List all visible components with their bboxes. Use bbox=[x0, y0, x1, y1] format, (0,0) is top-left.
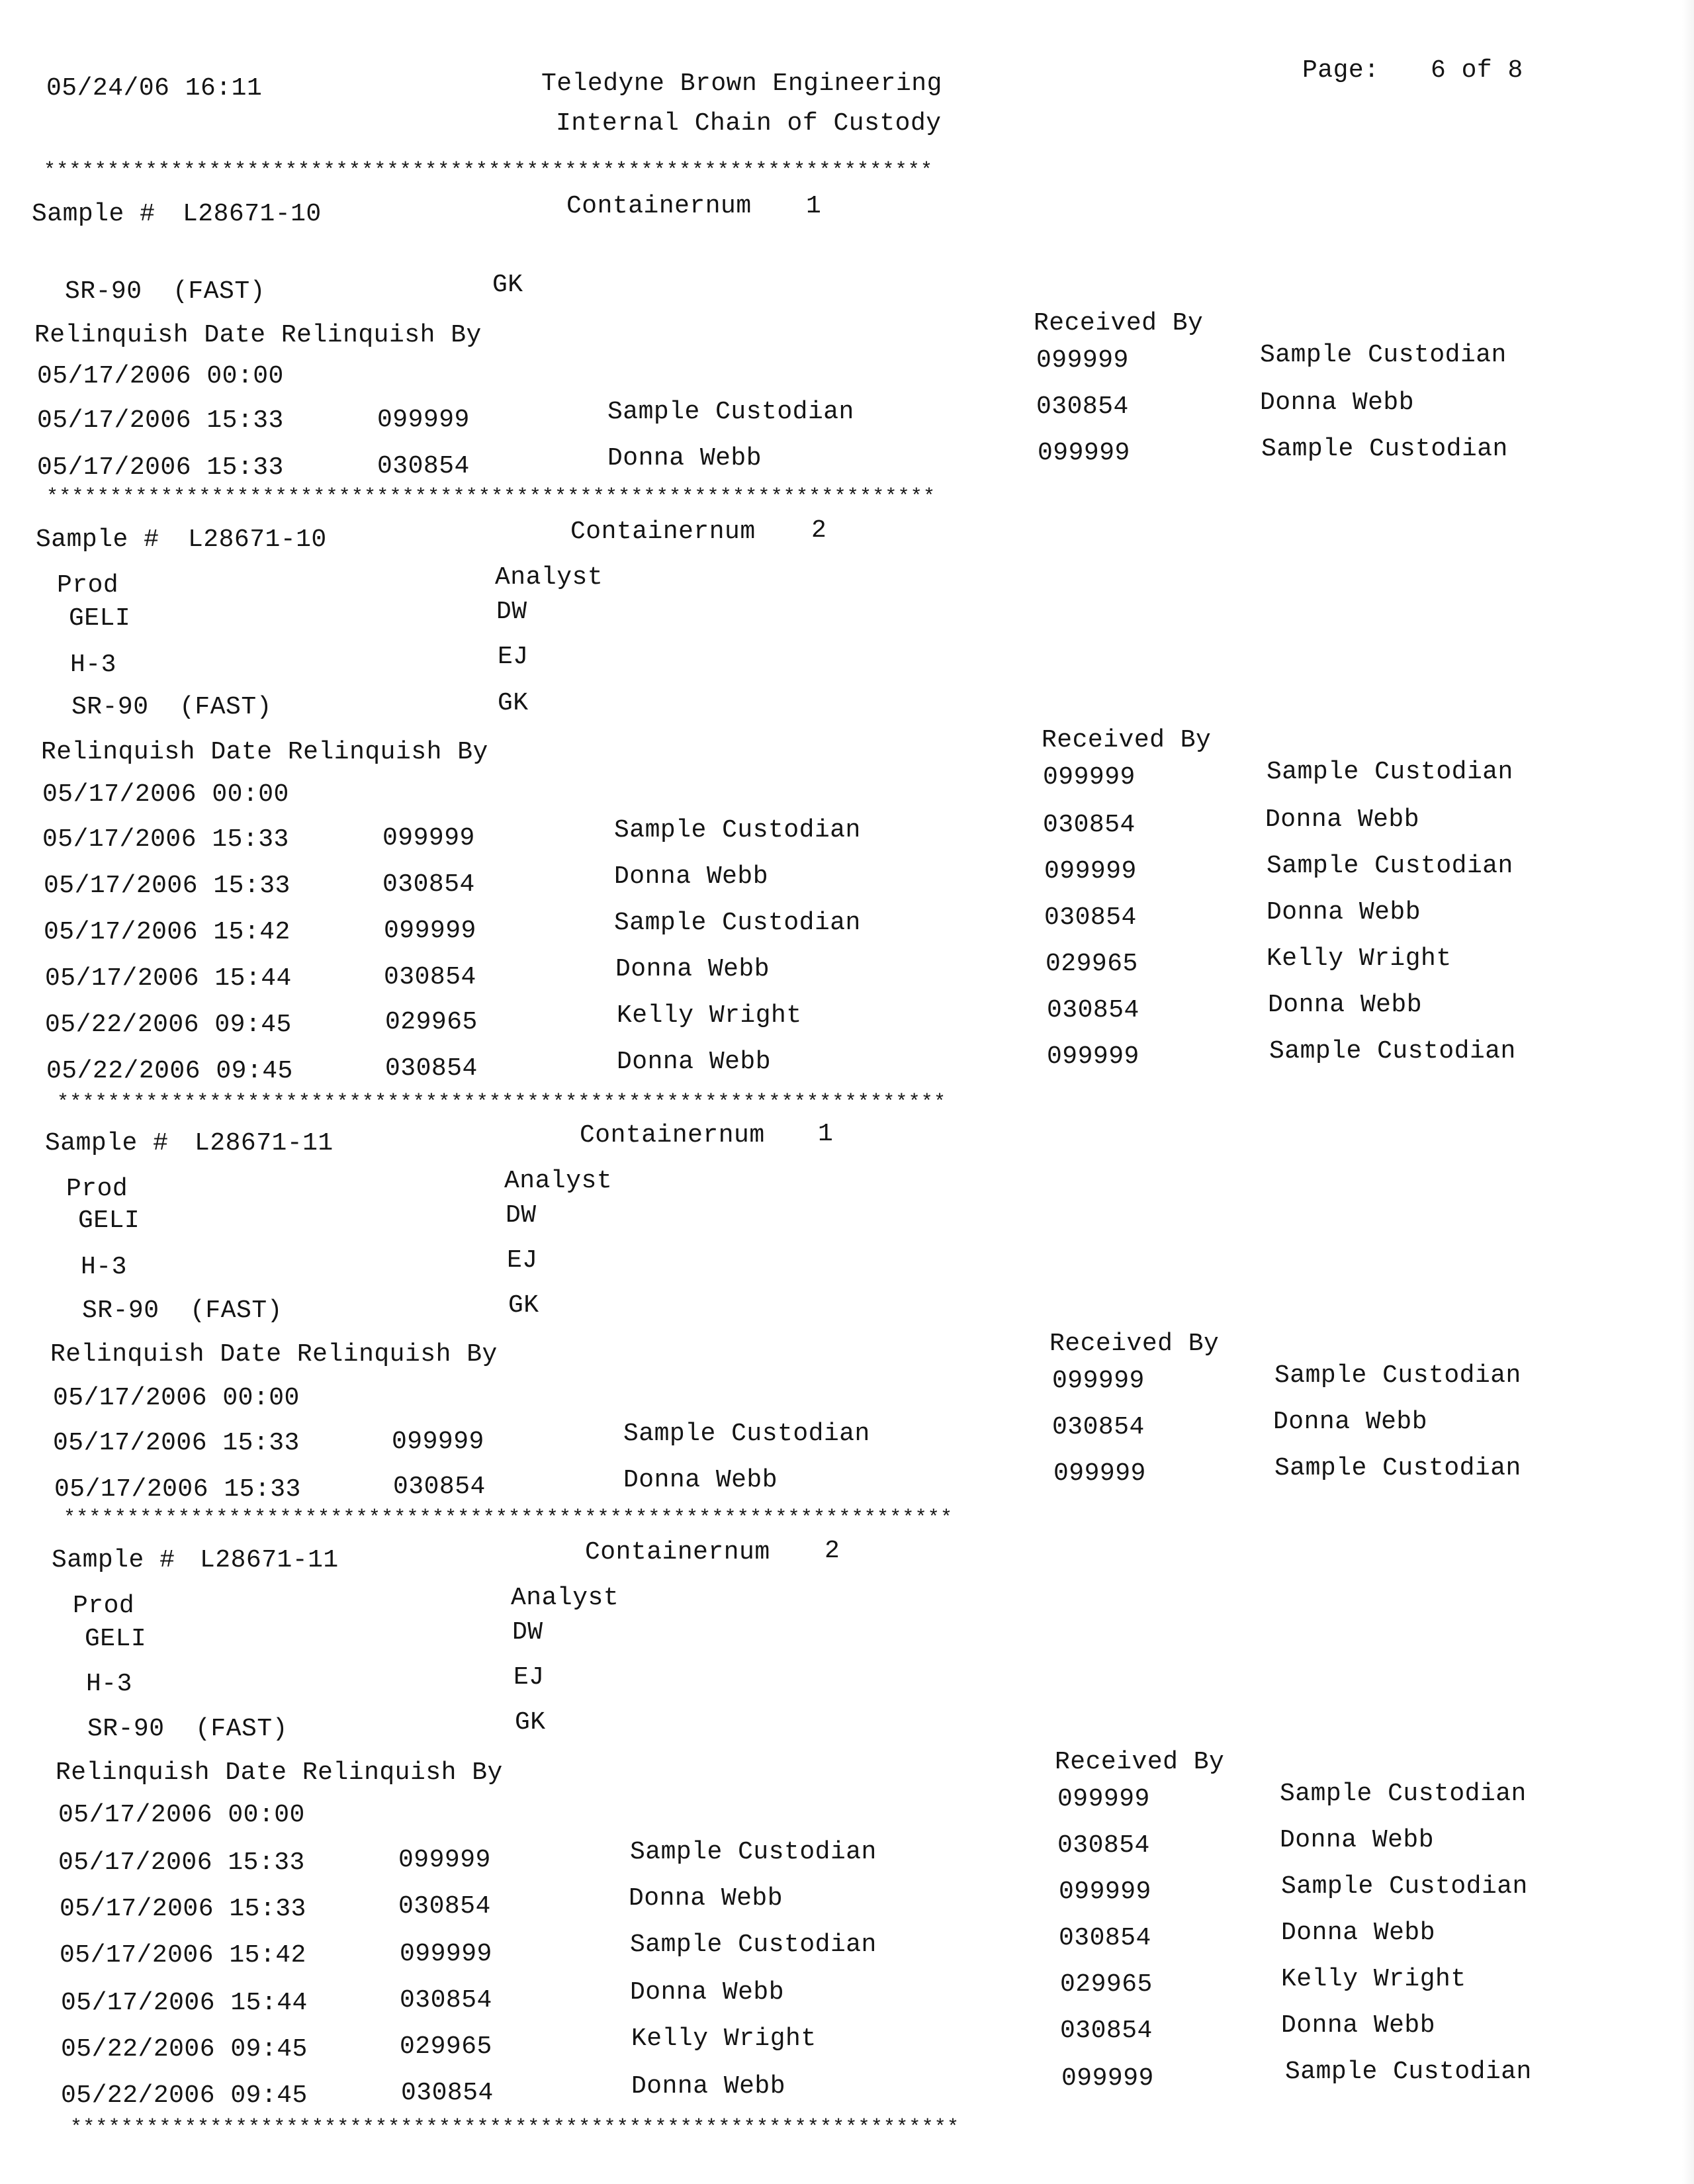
received-name: Donna Webb bbox=[1273, 1408, 1428, 1436]
received-id: 099999 bbox=[1061, 2064, 1154, 2093]
received-name: Sample Custodian bbox=[1285, 2058, 1532, 2086]
sample-id: L28671-11 bbox=[200, 1546, 339, 1574]
received-name: Donna Webb bbox=[1268, 991, 1423, 1019]
relinquish-id: 030854 bbox=[377, 452, 470, 480]
received-name: Sample Custodian bbox=[1281, 1872, 1528, 1901]
relinquish-name: Kelly Wright bbox=[617, 1001, 802, 1030]
prod-name: GELI bbox=[78, 1206, 140, 1235]
analyst-header: Analyst bbox=[504, 1167, 613, 1195]
relinquish-date: 05/17/2006 00:00 bbox=[58, 1801, 305, 1829]
sample-label: Sample # bbox=[32, 200, 156, 228]
sample-id: L28671-10 bbox=[188, 525, 327, 554]
relinquish-id: 030854 bbox=[382, 870, 475, 899]
received-name: Sample Custodian bbox=[1260, 341, 1507, 369]
relinquish-date: 05/22/2006 09:45 bbox=[61, 2035, 308, 2064]
relinquish-header: Relinquish Date Relinquish By bbox=[34, 321, 482, 349]
relinquish-id: 030854 bbox=[384, 963, 476, 991]
received-name: Sample Custodian bbox=[1280, 1780, 1527, 1808]
received-id: 099999 bbox=[1047, 1042, 1139, 1071]
relinquish-name: Sample Custodian bbox=[630, 1838, 877, 1866]
received-name: Donna Webb bbox=[1265, 805, 1420, 834]
prod-name: SR-90 (FAST) bbox=[65, 277, 265, 306]
received-id: 030854 bbox=[1052, 1413, 1145, 1441]
received-id: 099999 bbox=[1044, 857, 1137, 886]
sample-label: Sample # bbox=[52, 1546, 175, 1574]
received-id: 099999 bbox=[1036, 346, 1129, 375]
received-name: Donna Webb bbox=[1267, 898, 1421, 927]
received-by-header: Received By bbox=[1055, 1748, 1225, 1776]
separator-line: ********************************************************************** bbox=[46, 486, 936, 508]
prod-name: SR-90 (FAST) bbox=[87, 1715, 288, 1743]
received-name: Donna Webb bbox=[1281, 1919, 1436, 1947]
relinquish-id: 099999 bbox=[392, 1428, 484, 1456]
relinquish-date: 05/17/2006 15:44 bbox=[45, 964, 292, 993]
container-number: 2 bbox=[825, 1537, 840, 1565]
relinquish-id: 030854 bbox=[401, 2079, 494, 2107]
prod-name: SR-90 (FAST) bbox=[82, 1297, 283, 1325]
analyst-header: Analyst bbox=[495, 563, 603, 592]
prod-analyst: EJ bbox=[513, 1663, 545, 1692]
received-id: 030854 bbox=[1059, 1924, 1151, 1952]
scan-edge-shadow bbox=[1682, 0, 1694, 2184]
relinquish-date: 05/17/2006 15:42 bbox=[60, 1941, 306, 1970]
relinquish-id: 099999 bbox=[382, 824, 475, 852]
sample-id: L28671-10 bbox=[183, 200, 322, 228]
received-id: 099999 bbox=[1038, 439, 1130, 467]
relinquish-name: Donna Webb bbox=[614, 862, 769, 891]
container-label: Containernum bbox=[580, 1121, 765, 1150]
relinquish-id: 030854 bbox=[398, 1892, 491, 1921]
relinquish-name: Donna Webb bbox=[629, 1884, 783, 1913]
company-name: Teledyne Brown Engineering bbox=[541, 69, 942, 98]
prod-analyst: DW bbox=[506, 1201, 537, 1230]
relinquish-name: Donna Webb bbox=[617, 1048, 772, 1076]
prod-header: Prod bbox=[66, 1175, 128, 1203]
analyst-header: Analyst bbox=[511, 1584, 619, 1612]
received-id: 030854 bbox=[1047, 996, 1139, 1024]
received-id: 099999 bbox=[1043, 763, 1136, 792]
prod-analyst: EJ bbox=[507, 1246, 538, 1275]
received-name: Sample Custodian bbox=[1261, 435, 1508, 463]
prod-analyst: EJ bbox=[498, 643, 529, 671]
relinquish-date: 05/17/2006 15:33 bbox=[58, 1848, 305, 1877]
relinquish-id: 029965 bbox=[385, 1008, 478, 1036]
relinquish-date: 05/17/2006 15:33 bbox=[54, 1475, 301, 1504]
container-label: Containernum bbox=[566, 192, 752, 220]
relinquish-date: 05/17/2006 15:44 bbox=[61, 1989, 308, 2017]
received-name: Kelly Wright bbox=[1267, 944, 1452, 973]
relinquish-name: Sample Custodian bbox=[630, 1931, 877, 1959]
relinquish-name: Sample Custodian bbox=[614, 909, 861, 937]
relinquish-date: 05/22/2006 09:45 bbox=[45, 1011, 292, 1039]
container-label: Containernum bbox=[585, 1538, 770, 1567]
received-id: 029965 bbox=[1060, 1970, 1153, 1999]
relinquish-date: 05/22/2006 09:45 bbox=[46, 1057, 293, 1085]
container-number: 1 bbox=[806, 192, 822, 220]
relinquish-name: Donna Webb bbox=[631, 2072, 786, 2101]
prod-name: SR-90 (FAST) bbox=[71, 693, 272, 721]
separator-line: ********************************************************************** bbox=[70, 2116, 960, 2139]
received-name: Sample Custodian bbox=[1269, 1037, 1516, 1066]
received-name: Kelly Wright bbox=[1281, 1965, 1466, 1993]
separator-line: ********************************************************************** bbox=[64, 1507, 954, 1529]
separator-line: ********************************************************************** bbox=[44, 159, 934, 182]
received-name: Donna Webb bbox=[1260, 388, 1415, 417]
received-name: Sample Custodian bbox=[1274, 1361, 1521, 1390]
container-label: Containernum bbox=[570, 518, 756, 546]
relinquish-date: 05/17/2006 00:00 bbox=[37, 362, 284, 390]
received-by-header: Received By bbox=[1034, 309, 1204, 338]
relinquish-name: Sample Custodian bbox=[607, 398, 854, 426]
relinquish-date: 05/17/2006 15:33 bbox=[44, 872, 290, 900]
relinquish-date: 05/17/2006 00:00 bbox=[42, 780, 289, 809]
received-name: Sample Custodian bbox=[1267, 852, 1513, 880]
received-id: 099999 bbox=[1057, 1785, 1150, 1813]
relinquish-id: 099999 bbox=[400, 1940, 492, 1968]
prod-header: Prod bbox=[57, 571, 119, 600]
relinquish-name: Donna Webb bbox=[607, 444, 762, 473]
report-datetime: 05/24/06 16:11 bbox=[46, 74, 263, 103]
relinquish-name: Kelly Wright bbox=[631, 2025, 817, 2053]
relinquish-header: Relinquish Date Relinquish By bbox=[50, 1340, 498, 1369]
container-number: 2 bbox=[811, 516, 827, 545]
prod-analyst: GK bbox=[515, 1708, 546, 1737]
prod-name: GELI bbox=[69, 604, 131, 633]
received-id: 030854 bbox=[1044, 903, 1137, 932]
prod-name: H-3 bbox=[81, 1253, 127, 1281]
received-id: 099999 bbox=[1059, 1878, 1151, 1906]
relinquish-date: 05/17/2006 15:42 bbox=[44, 918, 290, 946]
prod-name: H-3 bbox=[86, 1670, 132, 1698]
received-id: 029965 bbox=[1046, 950, 1138, 978]
received-id: 030854 bbox=[1043, 811, 1136, 839]
relinquish-name: Donna Webb bbox=[623, 1466, 778, 1494]
prod-header: Prod bbox=[73, 1592, 135, 1620]
received-id: 030854 bbox=[1060, 2017, 1153, 2045]
relinquish-date: 05/17/2006 15:33 bbox=[60, 1895, 306, 1923]
relinquish-id: 099999 bbox=[384, 917, 476, 945]
relinquish-name: Sample Custodian bbox=[623, 1420, 870, 1448]
container-number: 1 bbox=[818, 1120, 834, 1148]
received-id: 099999 bbox=[1053, 1459, 1146, 1488]
page-number: 6 of 8 bbox=[1431, 56, 1523, 85]
prod-analyst: GK bbox=[508, 1291, 539, 1320]
sample-label: Sample # bbox=[45, 1129, 169, 1158]
relinquish-header: Relinquish Date Relinquish By bbox=[41, 738, 488, 766]
received-by-header: Received By bbox=[1042, 726, 1212, 754]
received-id: 099999 bbox=[1052, 1367, 1145, 1395]
relinquish-date: 05/17/2006 15:33 bbox=[37, 453, 284, 482]
received-id: 030854 bbox=[1057, 1831, 1150, 1860]
prod-analyst: GK bbox=[492, 271, 523, 299]
relinquish-date: 05/22/2006 09:45 bbox=[61, 2081, 308, 2110]
prod-analyst: DW bbox=[512, 1618, 543, 1647]
relinquish-name: Donna Webb bbox=[630, 1978, 785, 2007]
relinquish-id: 029965 bbox=[400, 2032, 492, 2061]
relinquish-date: 05/17/2006 15:33 bbox=[53, 1429, 300, 1457]
received-by-header: Received By bbox=[1049, 1330, 1220, 1358]
prod-name: GELI bbox=[85, 1625, 147, 1653]
document-title: Internal Chain of Custody bbox=[556, 109, 942, 138]
relinquish-date: 05/17/2006 00:00 bbox=[53, 1384, 300, 1412]
sample-id: L28671-11 bbox=[195, 1129, 334, 1158]
relinquish-header: Relinquish Date Relinquish By bbox=[56, 1758, 503, 1787]
received-name: Donna Webb bbox=[1280, 1826, 1435, 1854]
relinquish-name: Donna Webb bbox=[615, 955, 770, 983]
relinquish-id: 099999 bbox=[398, 1846, 491, 1874]
relinquish-id: 030854 bbox=[393, 1473, 486, 1501]
received-name: Sample Custodian bbox=[1274, 1454, 1521, 1482]
prod-name: H-3 bbox=[70, 651, 116, 679]
relinquish-id: 030854 bbox=[385, 1054, 478, 1083]
relinquish-date: 05/17/2006 15:33 bbox=[42, 825, 289, 854]
prod-analyst: GK bbox=[498, 689, 529, 717]
relinquish-name: Sample Custodian bbox=[614, 816, 861, 844]
relinquish-id: 030854 bbox=[400, 1986, 492, 2015]
received-name: Donna Webb bbox=[1281, 2011, 1436, 2040]
received-id: 030854 bbox=[1036, 392, 1129, 421]
relinquish-date: 05/17/2006 15:33 bbox=[37, 406, 284, 435]
sample-label: Sample # bbox=[36, 525, 159, 554]
page-label: Page: bbox=[1302, 56, 1380, 85]
prod-analyst: DW bbox=[496, 598, 527, 626]
separator-line: ********************************************************************** bbox=[57, 1091, 947, 1114]
relinquish-id: 099999 bbox=[377, 406, 470, 434]
received-name: Sample Custodian bbox=[1267, 758, 1513, 786]
